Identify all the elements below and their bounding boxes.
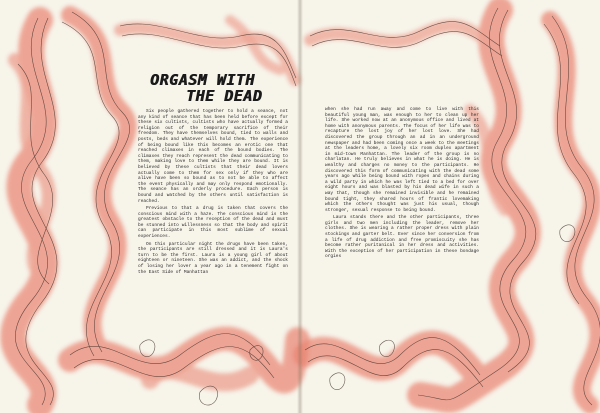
paragraph: Previous to that a drug is taken that covers the conscious mind with a haze. The conscious mind is the greatest obstacle to the reception of the dead and must be stunned into willessness so that the body and spirit can participate in this most sublime of sexual experiences. [138,206,288,240]
left-text-column [138,109,288,275]
paragraph: Laura stands there and the other participants, three girls and two men including the leader, remove her clothes. She is wearing a rather proper dress with plain stockings and garter belt. Ever since her conversion from a life of drug addiction and free promiscuity she has become rather puritanical in her dress and activities. With the exception of her participation in these bondage orgies [325,215,479,260]
title-line-1: ORGASM WITH [150,71,255,89]
title-line-2: THE DEAD [186,87,263,105]
paragraph: when she had run away and come to live with this beautiful young man, was enough to her to clean up her life. She worked now at an anonymous office and lived at home with anonymous parents. The focus of her life was to recapture the lost joy of her lost love. She had discovered the group through an ad in an underground newspaper and had been coming once a week to the meetings at the leaders home, a lovely six room duplex apartment in mid-town Manhattan. The leader of the group is no charlatan. He truly believes in what he is doing. He is wealthy and charges no money to the participants. He discovered this form of communicating with the dead some years ago while being bound with ropes and chains during a wild party in which he was left tied to a bed for over eight hours and was blasted by his dead wife in such a way that, though she remained invisible and he remained bound tight, they shared hours of frantic lovemaking which the others thought was just his usual, though stronger, sexual response to being bound. [325,107,479,213]
article-title [150,72,280,104]
paragraph: Six people gathered together to hold a seance, not any kind of seance that has been held before except for these six cultists, cultists who have actually formed a religion out of the temporary sacrifice of their freedom. They have themselves bound, tied to walls and posts, beds and whatever will hold them. The experience of being bound like this becomes an erotic one that reached climaxes in each of the bound bodies. The climaxes they reach represent the dead communicating to them, making love to them while they are bound. It is believed by these cultists that their dead lovers actually come to them for sex only if they who are alive have been so bound as to not be able to affect the event physically and may only respond emotionally. The seance has an orderly procedure. Each person is bound and watched by the others until satisfaction is reached. [138,109,288,204]
paragraph: On this particular night the drugs have been taken, the participants are still dressed and it is Laura's turn to be the first. Laura is a young girl of about eighteen or nineteen. She was an addict, and the shock of losing her lover a year ago in a tenement fight on the East Side of Manhattan [138,241,288,275]
page-gutter [297,0,303,413]
right-text-column [325,107,479,260]
